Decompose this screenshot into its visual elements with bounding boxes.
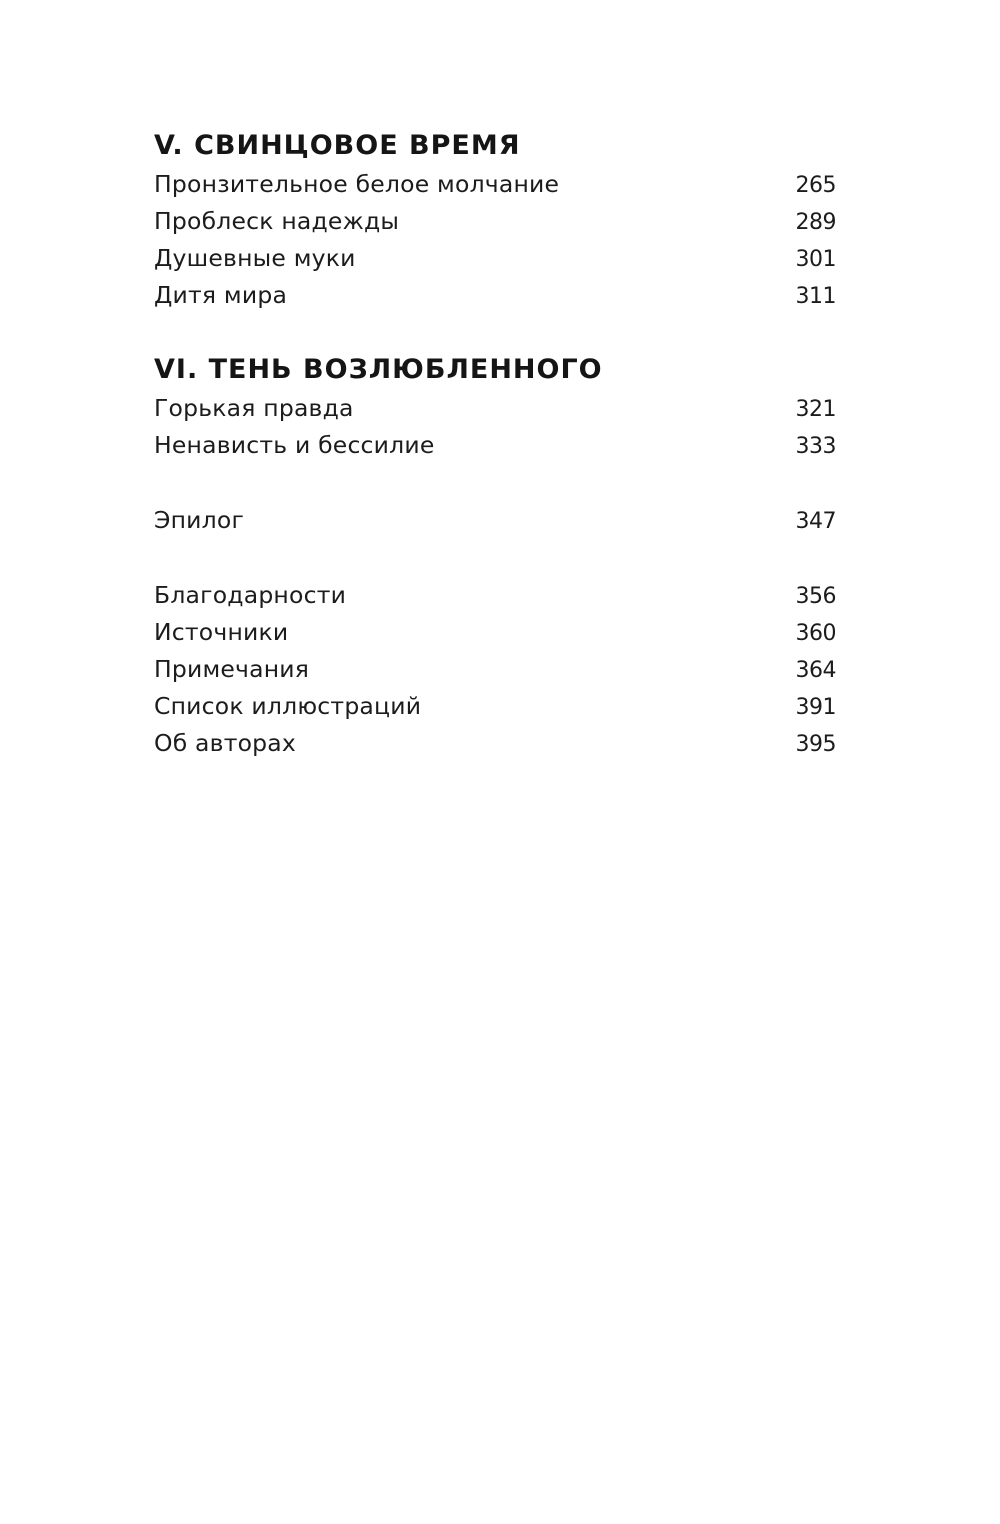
entry-title: Проблеск надежды [154,207,400,235]
entry-page: 347 [795,509,836,534]
section-heading: V. СВИНЦОВОЕ ВРЕМЯ [154,130,521,161]
entry-page: 360 [795,621,836,646]
toc-entry[interactable] [154,655,836,683]
entry-title: Список иллюстраций [154,692,422,720]
toc-entry[interactable] [154,729,836,757]
entry-title: Примечания [154,655,310,683]
entry-page: 321 [795,397,836,422]
entry-page: 333 [795,434,836,459]
entry-title: Пронзительное белое молчание [154,170,560,198]
toc-entry[interactable] [154,207,836,235]
section-heading: VI. ТЕНЬ ВОЗЛЮБЛЕННОГО [154,354,603,385]
toc-entry[interactable] [154,244,836,272]
entry-title: Об авторах [154,729,297,757]
entry-page: 301 [795,247,836,272]
entry-title: Дитя мира [154,281,288,309]
entry-title: Горькая правда [154,394,354,422]
entry-page: 356 [795,584,836,609]
entry-title: Ненависть и бессилие [154,431,435,459]
toc-entry[interactable] [154,170,836,198]
entry-page: 391 [795,695,836,720]
entry-title: Душевные муки [154,244,356,272]
toc-entry[interactable] [154,394,836,422]
entry-title: Эпилог [154,506,244,534]
toc-entry[interactable] [154,431,836,459]
entry-page: 311 [795,284,836,309]
entry-page: 289 [795,210,836,235]
toc-entry-epilogue[interactable] [154,506,836,534]
entry-page: 265 [795,173,836,198]
entry-page: 364 [795,658,836,683]
toc-entry[interactable] [154,692,836,720]
entry-title: Благодарности [154,581,347,609]
entry-page: 395 [795,732,836,757]
toc-entry[interactable] [154,618,836,646]
toc-entry[interactable] [154,581,836,609]
entry-title: Источники [154,618,289,646]
toc-entry[interactable] [154,281,836,309]
